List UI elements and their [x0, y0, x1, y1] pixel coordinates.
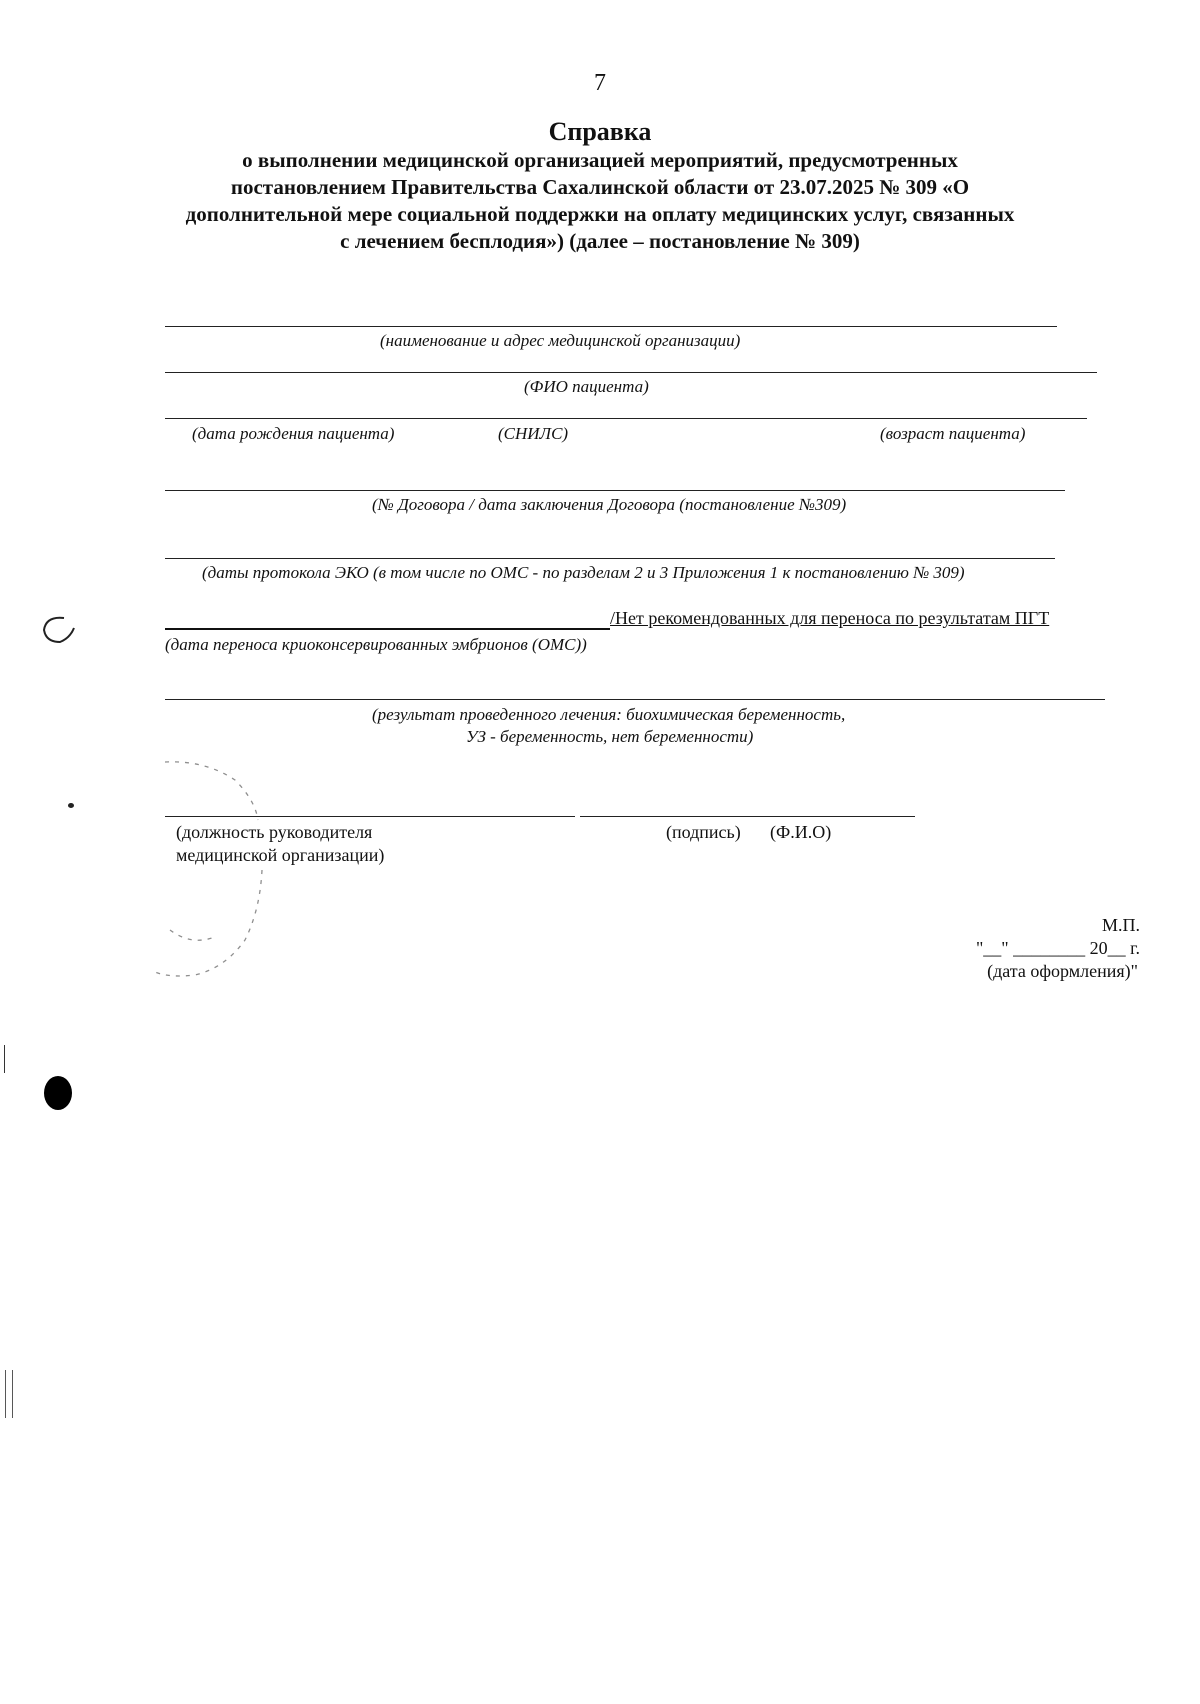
birth-caption: (дата рождения пациента) [192, 424, 395, 443]
date-line: "__" ________ 20__ г. [975, 938, 1140, 958]
position-caption-2: медицинской организации) [176, 845, 385, 865]
punch-hole [44, 1076, 72, 1110]
page-number: 7 [594, 70, 606, 96]
edge-scan-mark [5, 1370, 13, 1418]
birth-snils-age-line [165, 418, 1087, 419]
result-caption-2: УЗ - беременность, нет беременности) [466, 727, 754, 746]
stamp-mp: М.П. [1101, 915, 1140, 935]
margin-scribble [38, 612, 78, 648]
snils-caption: (СНИЛС) [498, 424, 569, 443]
result-caption-1: (результат проведенного лечения: биохимическая беременность, [372, 705, 846, 724]
cryo-line [165, 628, 610, 630]
subtitle-line-4: с лечением бесплодия») (далее – постановление № 309) [340, 229, 860, 253]
position-caption-1: (должность руководителя [176, 822, 373, 842]
date-caption: (дата оформления)" [987, 961, 1138, 981]
contract-line [165, 490, 1065, 491]
margin-dot [68, 803, 74, 808]
org-caption: (наименование и адрес медицинской организации) [380, 331, 741, 350]
signature-line [580, 816, 915, 817]
signature-caption: (подпись) [666, 822, 741, 842]
org-line [165, 326, 1057, 327]
cryo-caption: (дата переноса криоконсервированных эмбрионов (ОМС)) [165, 635, 587, 654]
name-caption: (Ф.И.О) [770, 822, 832, 842]
document-title: Справка [548, 117, 652, 146]
subtitle-line-3: дополнительной мере социальной поддержки на оплату медицинских услуг, связанных [185, 202, 1015, 226]
protocol-caption: (даты протокола ЭКО (в том числе по ОМС - по разделам 2 и 3 Приложения 1 к постановлению № 309) [202, 563, 965, 582]
age-caption: (возраст пациента) [880, 424, 1026, 443]
protocol-line [165, 558, 1055, 559]
no-transfer-text: /Нет рекомендованных для переноса по результатам ПГТ [610, 608, 1050, 628]
contract-caption: (№ Договора / дата заключения Договора (постановление №309) [372, 495, 847, 514]
result-line [165, 699, 1105, 700]
patient-caption: (ФИО пациента) [524, 377, 649, 396]
subtitle-line-2: постановлением Правительства Сахалинской области от 23.07.2025 № 309 «О [230, 175, 970, 199]
patient-line [165, 372, 1097, 373]
subtitle-line-1: о выполнении медицинской организацией мероприятий, предусмотренных [242, 148, 958, 172]
faint-stamp-ghost [150, 750, 300, 1000]
edge-tick [4, 1045, 5, 1073]
